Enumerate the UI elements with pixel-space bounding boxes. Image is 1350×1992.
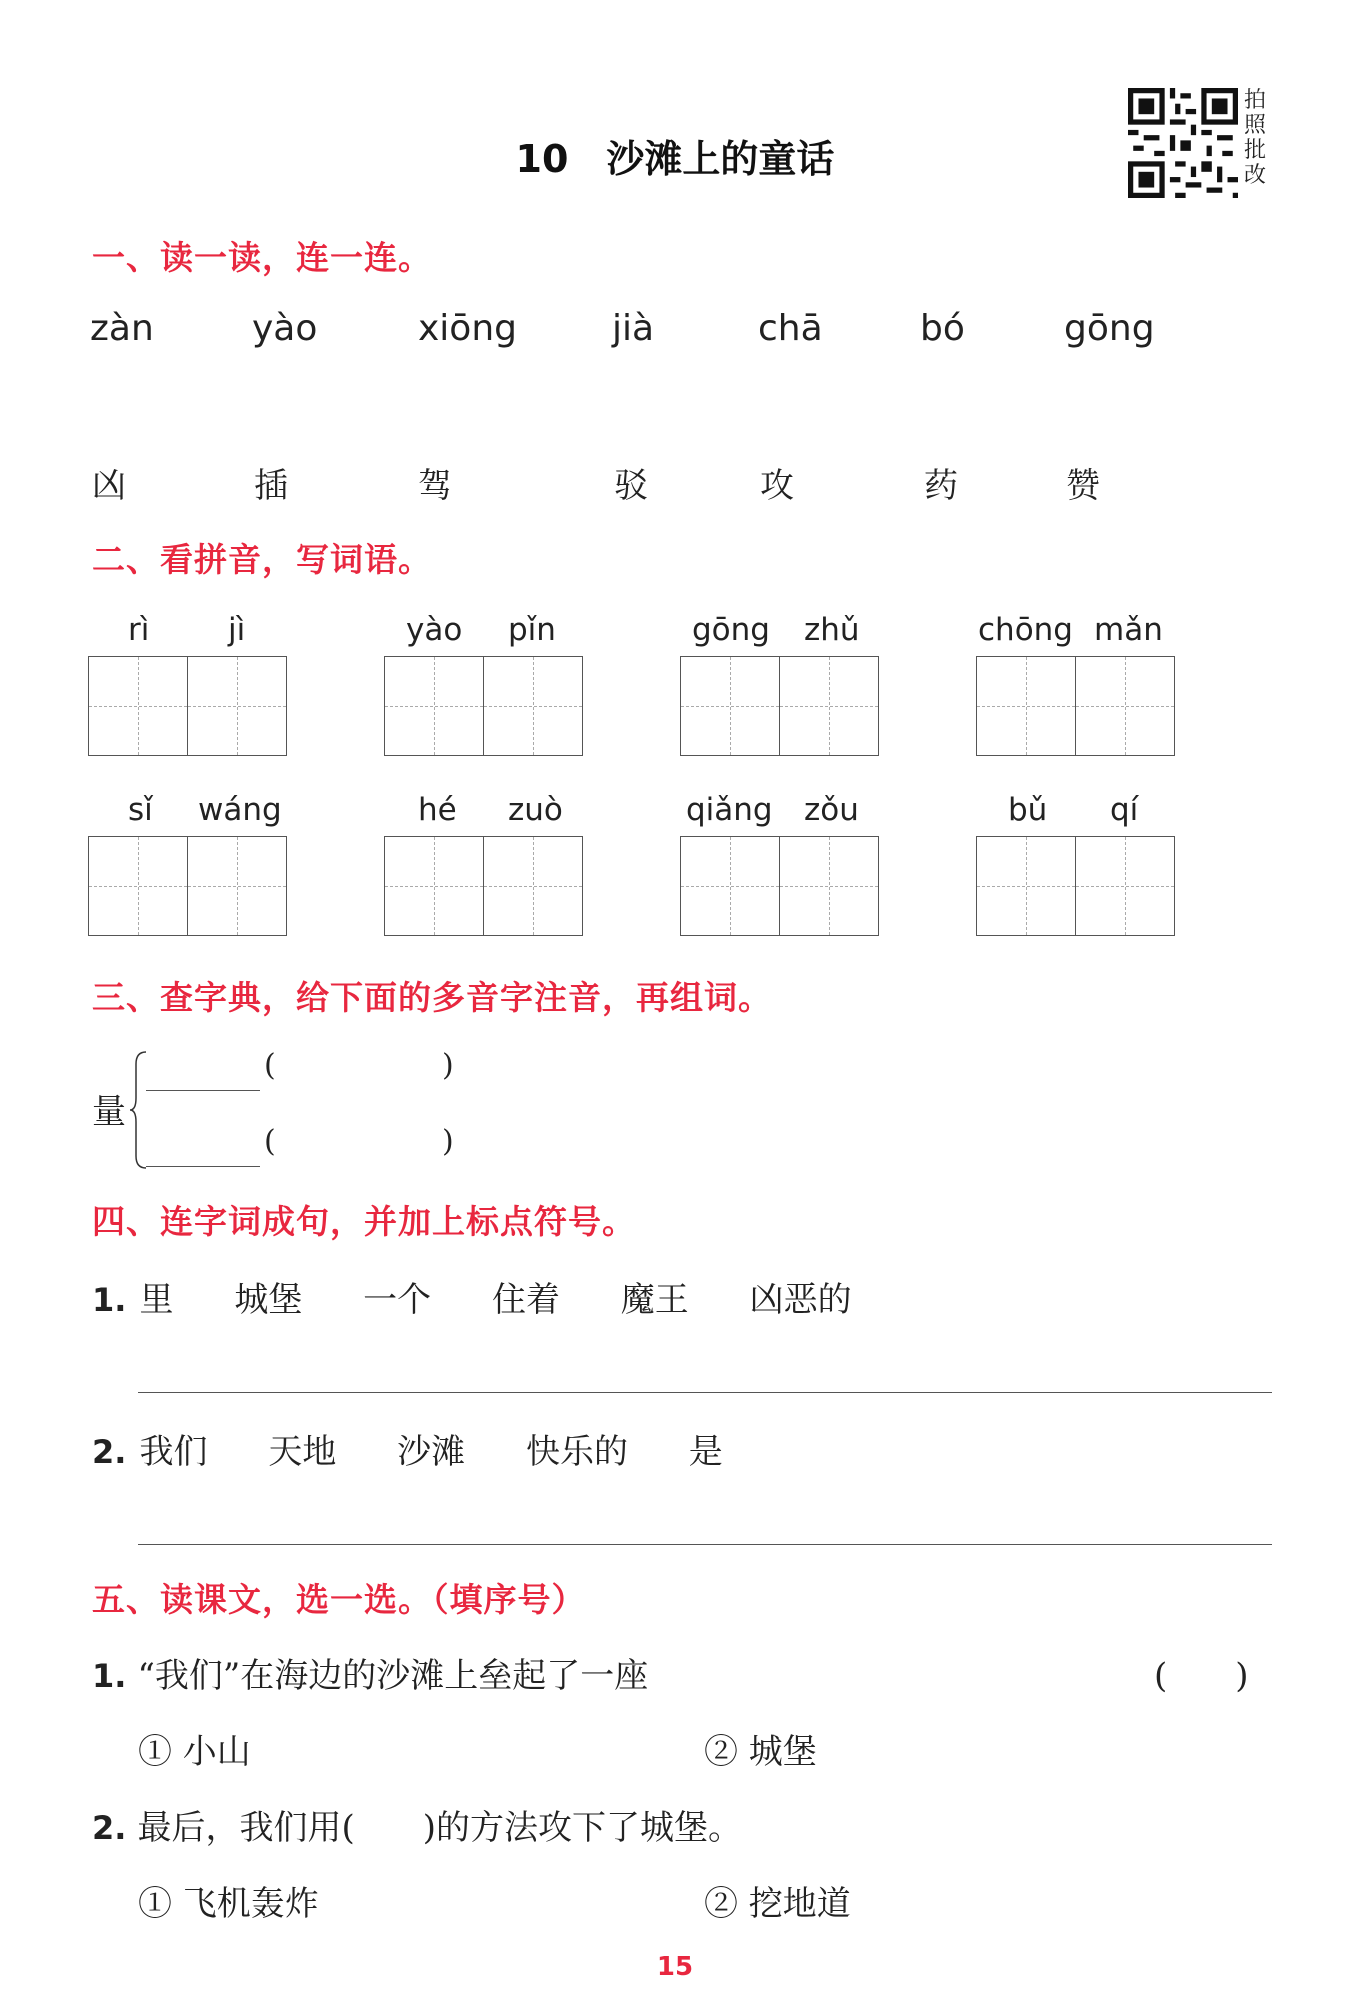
- word-chip: 我们: [139, 1432, 208, 1472]
- writing-cell[interactable]: [88, 836, 188, 936]
- word-chip: 住着: [491, 1280, 560, 1320]
- pinyin-paren-close-1: ): [442, 1048, 454, 1083]
- answer-line-1[interactable]: [138, 1392, 1272, 1393]
- question-text: 最后，我们用( )的方法攻下了城堡。: [137, 1808, 743, 1848]
- match-pinyin-1: zàn: [90, 308, 154, 349]
- question-text: “我们”在海边的沙滩上垒起了一座: [137, 1656, 649, 1696]
- word-chip: 天地: [268, 1432, 337, 1472]
- option-2-1[interactable]: ① 飞机轰炸: [138, 1884, 319, 1924]
- match-pinyin-7: gōng: [1064, 308, 1155, 349]
- match-pinyin-6: bó: [920, 308, 965, 349]
- match-hanzi-5: 攻: [760, 466, 794, 506]
- answer-paren[interactable]: ( ): [1154, 1656, 1249, 1696]
- brace-icon: [128, 1050, 148, 1170]
- word-chip: 是: [688, 1432, 723, 1472]
- writing-cell[interactable]: [1075, 836, 1175, 936]
- match-hanzi-1: 凶: [92, 466, 126, 506]
- writing-cell[interactable]: [187, 836, 287, 936]
- section-2-heading: 二、看拼音，写词语。: [92, 540, 432, 579]
- option-1-1[interactable]: ① 小山: [138, 1732, 251, 1772]
- choice-question-2: [92, 1800, 742, 1849]
- page-number: 15: [656, 1952, 694, 1982]
- writing-cell[interactable]: [680, 836, 780, 936]
- qr-label: 拍 照 批 改: [1244, 88, 1267, 188]
- writing-cell[interactable]: [779, 836, 879, 936]
- writing-cell[interactable]: [976, 836, 1076, 936]
- word-chip: 沙滩: [397, 1432, 466, 1472]
- section-5-heading: 五、读课文，选一选。（填序号）: [92, 1580, 586, 1619]
- choice-question-1: [92, 1648, 648, 1697]
- match-pinyin-5: chā: [758, 308, 823, 349]
- word-chip: 里: [139, 1280, 174, 1320]
- word-blank-2[interactable]: [146, 1166, 260, 1167]
- word-chip: 一个: [363, 1280, 432, 1320]
- writing-cell[interactable]: [1075, 656, 1175, 756]
- match-hanzi-3: 驾: [418, 466, 452, 506]
- pinyin-paren-close-2: ): [442, 1124, 454, 1159]
- match-pinyin-2: yào: [252, 308, 318, 349]
- match-pinyin-4: jià: [612, 308, 655, 349]
- writing-cell[interactable]: [187, 656, 287, 756]
- word-chip: 城堡: [234, 1280, 303, 1320]
- word-blank-1[interactable]: [146, 1090, 260, 1091]
- item-number: 2.: [92, 1809, 127, 1847]
- word-chip: 快乐的: [525, 1432, 628, 1472]
- word-chip: 凶恶的: [749, 1280, 852, 1320]
- item-number: 1.: [92, 1281, 127, 1319]
- section-4-heading: 四、连字词成句，并加上标点符号。: [92, 1202, 636, 1241]
- match-pinyin-3: xiōng: [418, 308, 517, 349]
- writing-cell[interactable]: [483, 656, 583, 756]
- pinyin-paren-open-2: (: [264, 1124, 276, 1159]
- section-1-heading: 一、读一读，连一连。: [92, 238, 432, 277]
- match-hanzi-7: 赞: [1066, 466, 1100, 506]
- match-hanzi-2: 插: [254, 466, 288, 506]
- writing-cell[interactable]: [976, 656, 1076, 756]
- item-number: 1.: [92, 1657, 127, 1695]
- page-title: 10 沙滩上的童话: [515, 137, 835, 181]
- match-hanzi-6: 药: [924, 466, 958, 506]
- writing-cell[interactable]: [680, 656, 780, 756]
- match-hanzi-4: 驳: [614, 466, 648, 506]
- writing-cell[interactable]: [384, 656, 484, 756]
- writing-cell[interactable]: [88, 656, 188, 756]
- polyphone-char: 量: [92, 1092, 126, 1132]
- word-chip: 魔王: [620, 1280, 689, 1320]
- writing-cell[interactable]: [779, 656, 879, 756]
- section-3-heading: 三、查字典，给下面的多音字注音，再组词。: [92, 978, 772, 1017]
- option-2-2[interactable]: ② 挖地道: [704, 1884, 851, 1924]
- writing-cell[interactable]: [384, 836, 484, 936]
- pinyin-paren-open-1: (: [264, 1048, 276, 1083]
- sentence-item-1: [92, 1272, 902, 1321]
- answer-line-2[interactable]: [138, 1544, 1272, 1545]
- qr-code-icon[interactable]: [1128, 88, 1238, 198]
- item-number: 2.: [92, 1433, 127, 1471]
- option-1-2[interactable]: ② 城堡: [704, 1732, 817, 1772]
- sentence-item-2: [92, 1424, 773, 1473]
- writing-cell[interactable]: [483, 836, 583, 936]
